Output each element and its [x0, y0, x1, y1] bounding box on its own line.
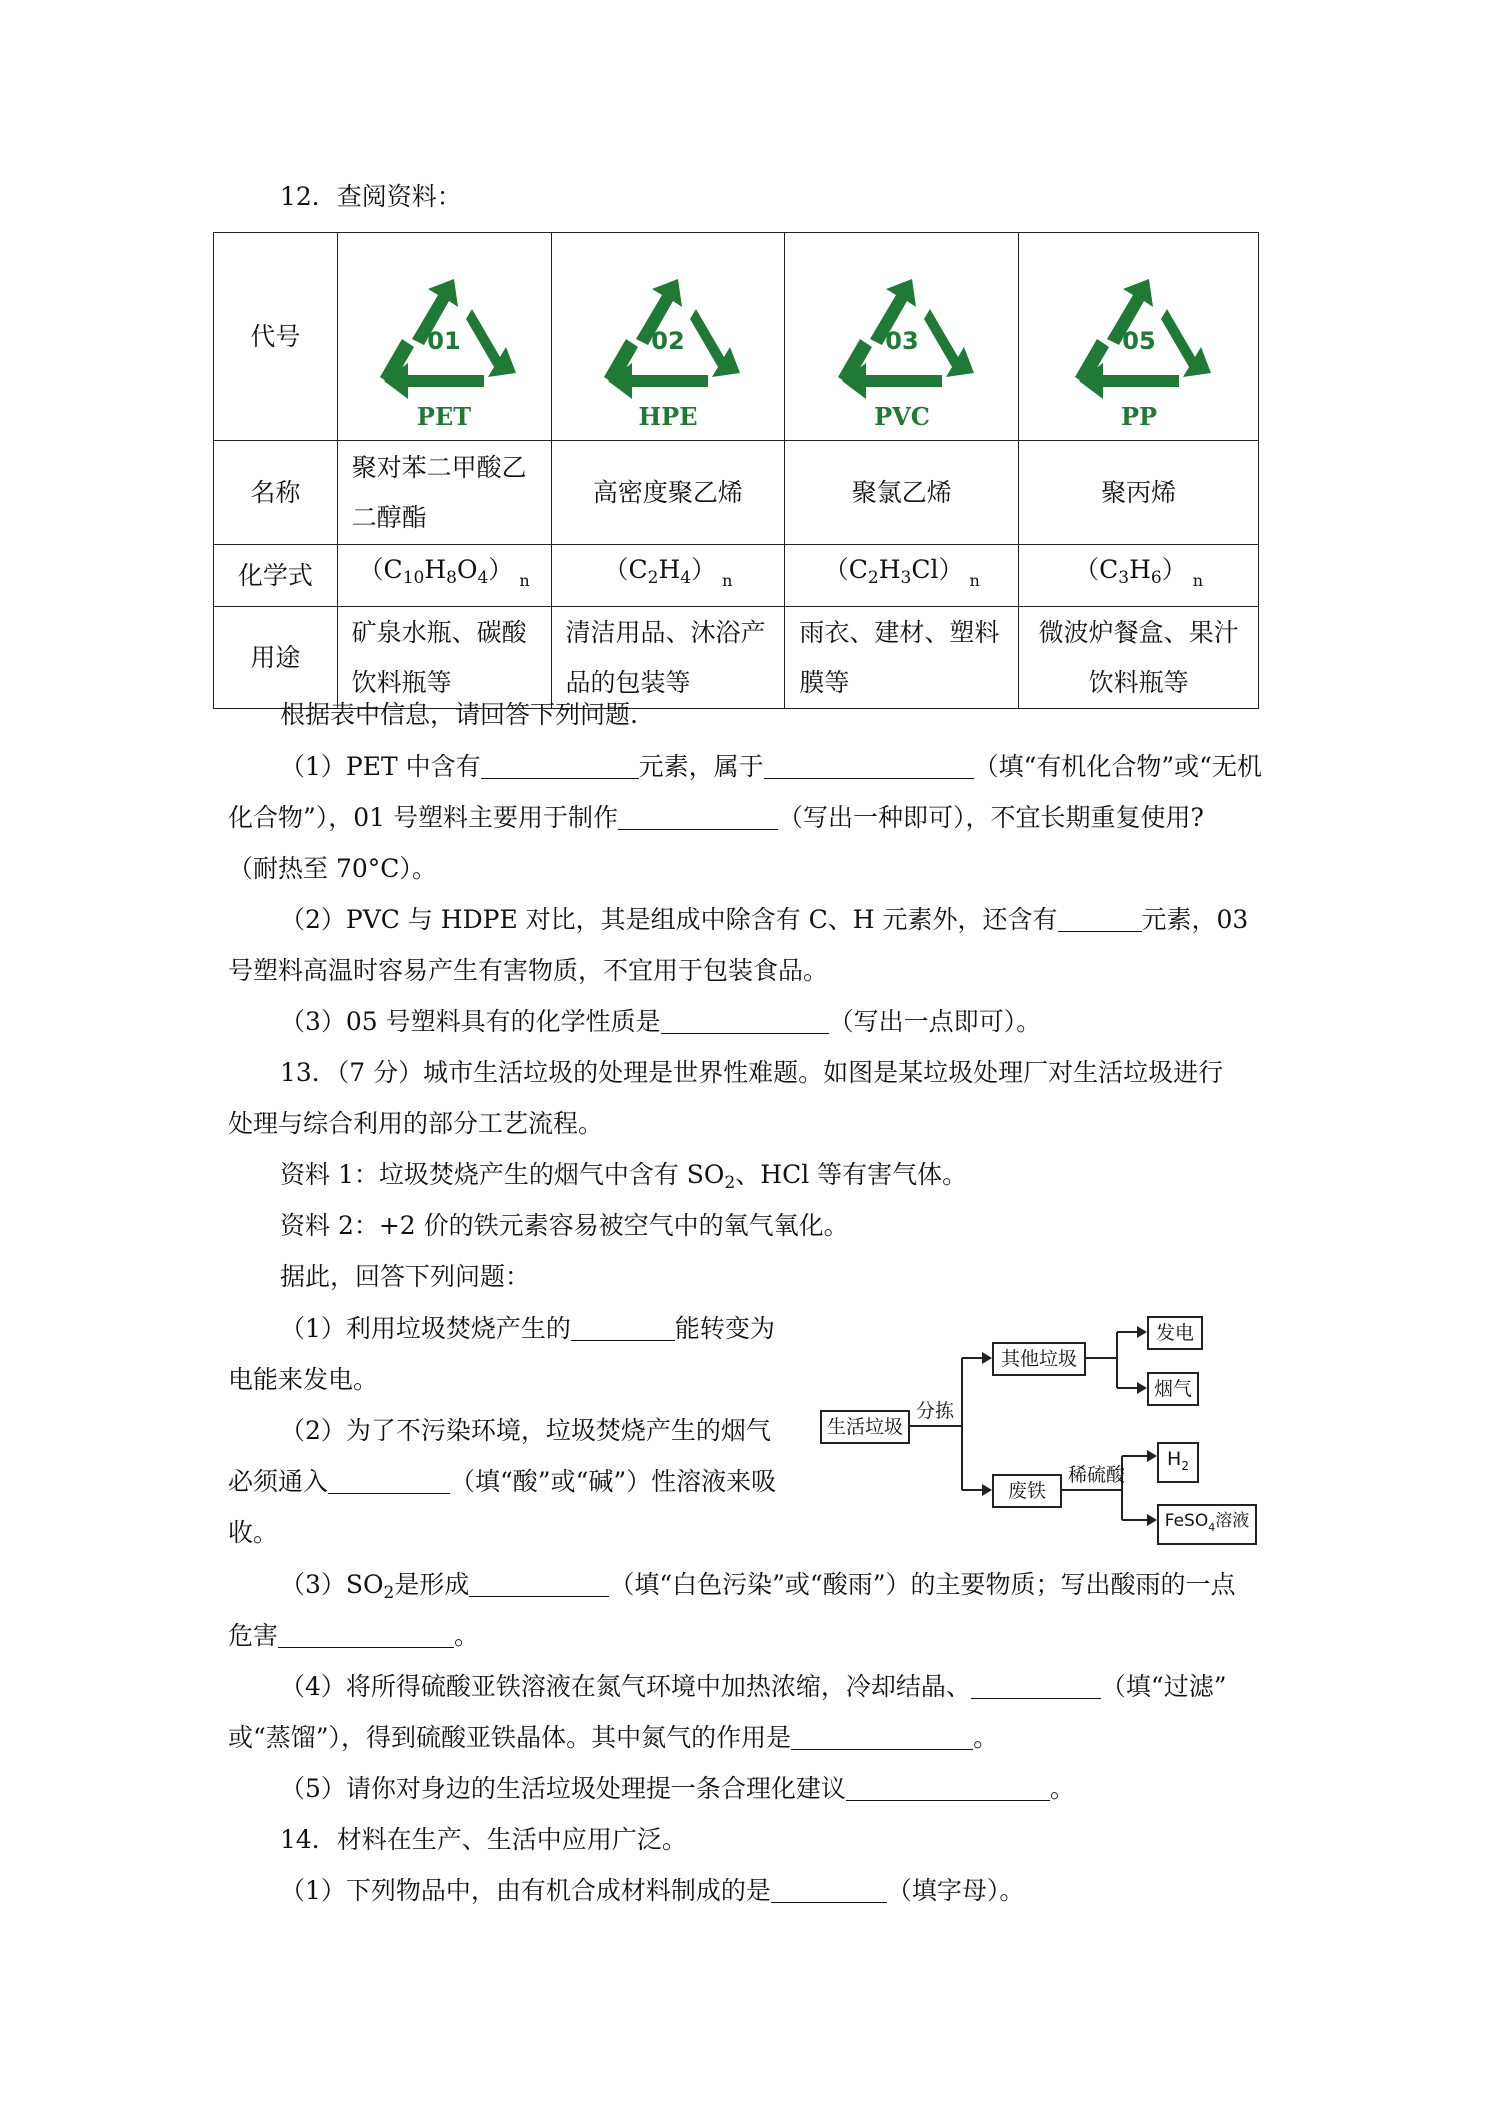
answer-blank[interactable] — [328, 1467, 450, 1494]
q12-part1-line3: （耐热至 70°C）。 — [228, 854, 437, 883]
label-dilute-sulfuric-acid: 稀硫酸 — [1068, 1464, 1126, 1486]
waste-process-flowchart — [812, 1310, 1262, 1540]
recycle-code-number: 02 — [651, 326, 685, 355]
box-other-waste: 其他垃圾 — [992, 1342, 1086, 1376]
recycle-icon — [354, 239, 534, 435]
q13-info1: 资料 1：垃圾焚烧产生的烟气中含有 $SO_2$、HCl 等有害气体。 — [280, 1160, 968, 1193]
q13-part1-line1: （1）利用垃圾焚烧产生的 能转变为 — [280, 1314, 775, 1343]
name-pet: 聚对苯二甲酸乙 二醇酯 — [337, 441, 551, 545]
q12-part2-line1: （2）PVC 与 HDPE 对比，其是组成中除含有 C、H 元素外，还含有 元素，03 — [280, 905, 1249, 934]
q13-part3-line2: 危害 。 — [228, 1621, 480, 1650]
recycle-icon — [578, 239, 758, 435]
row-label-code: 代号 — [214, 233, 338, 441]
q13-part2-line3: 收。 — [228, 1518, 279, 1547]
q13-part1-line2: 电能来发电。 — [228, 1365, 379, 1394]
box-power: 发电 — [1147, 1316, 1203, 1350]
q12-part3: （3）05 号塑料具有的化学性质是 （写出一点即可）。 — [280, 1007, 1042, 1036]
q13-part5: （5）请你对身边的生活垃圾处理提一条合理化建议 。 — [280, 1774, 1075, 1803]
recycle-code-abbr: PET — [416, 401, 472, 431]
answer-blank[interactable] — [618, 803, 778, 830]
use-pp: 微波炉餐盒、果汁 饮料瓶等 — [1019, 607, 1259, 709]
q12-part1-line1: （1）PET 中含有 元素，属于 （填“有机化合物”或“无机 — [280, 752, 1262, 781]
code-cell-pet — [337, 233, 551, 441]
recycle-code-abbr: HPE — [638, 401, 698, 431]
row-label-use: 用途 — [214, 607, 338, 709]
q13-title-line1: 13．（7 分）城市生活垃圾的处理是世界性难题。如图是某垃圾处理厂对生活垃圾进行 — [280, 1058, 1224, 1087]
q13-part2-line2: 必须通入 （填“酸”或“碱”）性溶液来吸 — [228, 1467, 777, 1496]
recycle-code-abbr: PP — [1120, 401, 1157, 431]
recycle-code-number: 03 — [885, 326, 919, 355]
name-pp: 聚丙烯 — [1019, 441, 1259, 545]
q13-part2-line1: （2）为了不污染环境，垃圾焚烧产生的烟气 — [280, 1416, 771, 1445]
use-pvc: 雨衣、建材、塑料 膜等 — [785, 607, 1019, 709]
formula-hpe: $(C_2H_4)$ $_n$ — [551, 545, 785, 607]
q14-part1: （1）下列物品中，由有机合成材料制成的是 （填字母）。 — [280, 1876, 1025, 1905]
recycle-icon — [1049, 239, 1229, 435]
answer-blank[interactable] — [771, 1876, 887, 1903]
plastics-table — [213, 232, 1259, 709]
q13-part4-line2: 或“蒸馏”），得到硫酸亚铁晶体。其中氮气的作用是 。 — [228, 1723, 999, 1752]
answer-blank[interactable] — [764, 752, 974, 779]
q13-lead: 据此，回答下列问题： — [280, 1262, 531, 1291]
q12-intro: 根据表中信息，请回答下列问题. — [280, 700, 638, 729]
answer-blank[interactable] — [971, 1672, 1101, 1699]
recycle-code-abbr: PVC — [873, 401, 930, 431]
box-feso4-solution: FeSO$_4$溶液 — [1157, 1504, 1257, 1545]
answer-blank[interactable] — [481, 752, 639, 779]
box-household-waste: 生活垃圾 — [820, 1410, 910, 1444]
use-pet: 矿泉水瓶、碳酸 饮料瓶等 — [337, 607, 551, 709]
box-scrap-iron: 废铁 — [992, 1474, 1062, 1508]
answer-blank[interactable] — [278, 1621, 454, 1648]
answer-blank[interactable] — [846, 1774, 1050, 1801]
code-cell-pvc — [785, 233, 1019, 441]
recycle-code-number: 01 — [427, 326, 461, 355]
answer-blank[interactable] — [571, 1314, 675, 1341]
formula-pp: $(C_3H_6)$ $_n$ — [1019, 545, 1259, 607]
formula-pet: $(C_{10}H_8O_4)$ $_n$ — [337, 545, 551, 607]
answer-blank[interactable] — [791, 1723, 973, 1750]
code-cell-hpe — [551, 233, 785, 441]
recycle-arrow — [466, 309, 516, 377]
use-hpe: 清洁用品、沐浴产 品的包装等 — [551, 607, 785, 709]
row-label-formula: 化学式 — [214, 545, 338, 607]
code-cell-pp — [1019, 233, 1259, 441]
q13-part3-line1: $(3)SO_2$是形成 （填“白色污染”或“酸雨”）的主要物质；写出酸雨的一点 — [280, 1570, 1236, 1603]
answer-blank[interactable] — [469, 1570, 609, 1597]
q14-title: 14．材料在生产、生活中应用广泛。 — [280, 1825, 687, 1854]
q13-title-line2: 处理与综合利用的部分工艺流程。 — [228, 1109, 604, 1138]
q12-part1-line2: 化合物”），01 号塑料主要用于制作 （写出一种即可），不宜长期重复使用? — [228, 803, 1204, 832]
answer-blank[interactable] — [661, 1007, 829, 1034]
name-pvc: 聚氯乙烯 — [785, 441, 1019, 545]
name-hpe: 高密度聚乙烯 — [551, 441, 785, 545]
q13-info2: 资料 2：+2 价的铁元素容易被空气中的氧气氧化。 — [280, 1211, 849, 1240]
formula-pvc: $(C_2H_3Cl)$ $_n$ — [785, 545, 1019, 607]
recycle-icon — [812, 239, 992, 435]
q12-title: 12．查阅资料： — [280, 182, 462, 211]
q12-part2-line2: 号塑料高温时容易产生有害物质，不宜用于包装食品。 — [228, 956, 829, 985]
q13-part4-line1: （4）将所得硫酸亚铁溶液在氮气环境中加热浓缩，冷却结晶、 （填“过滤” — [280, 1672, 1227, 1701]
recycle-arrow — [690, 309, 740, 377]
label-sorting: 分拣 — [916, 1400, 955, 1422]
recycle-arrow — [1161, 309, 1211, 377]
answer-blank[interactable] — [1058, 905, 1142, 932]
recycle-code-number: 05 — [1121, 326, 1156, 355]
box-flue-gas: 烟气 — [1147, 1372, 1199, 1406]
recycle-arrow — [924, 309, 974, 377]
box-hydrogen: $H_2$ — [1157, 1442, 1199, 1483]
row-label-name: 名称 — [214, 441, 338, 545]
